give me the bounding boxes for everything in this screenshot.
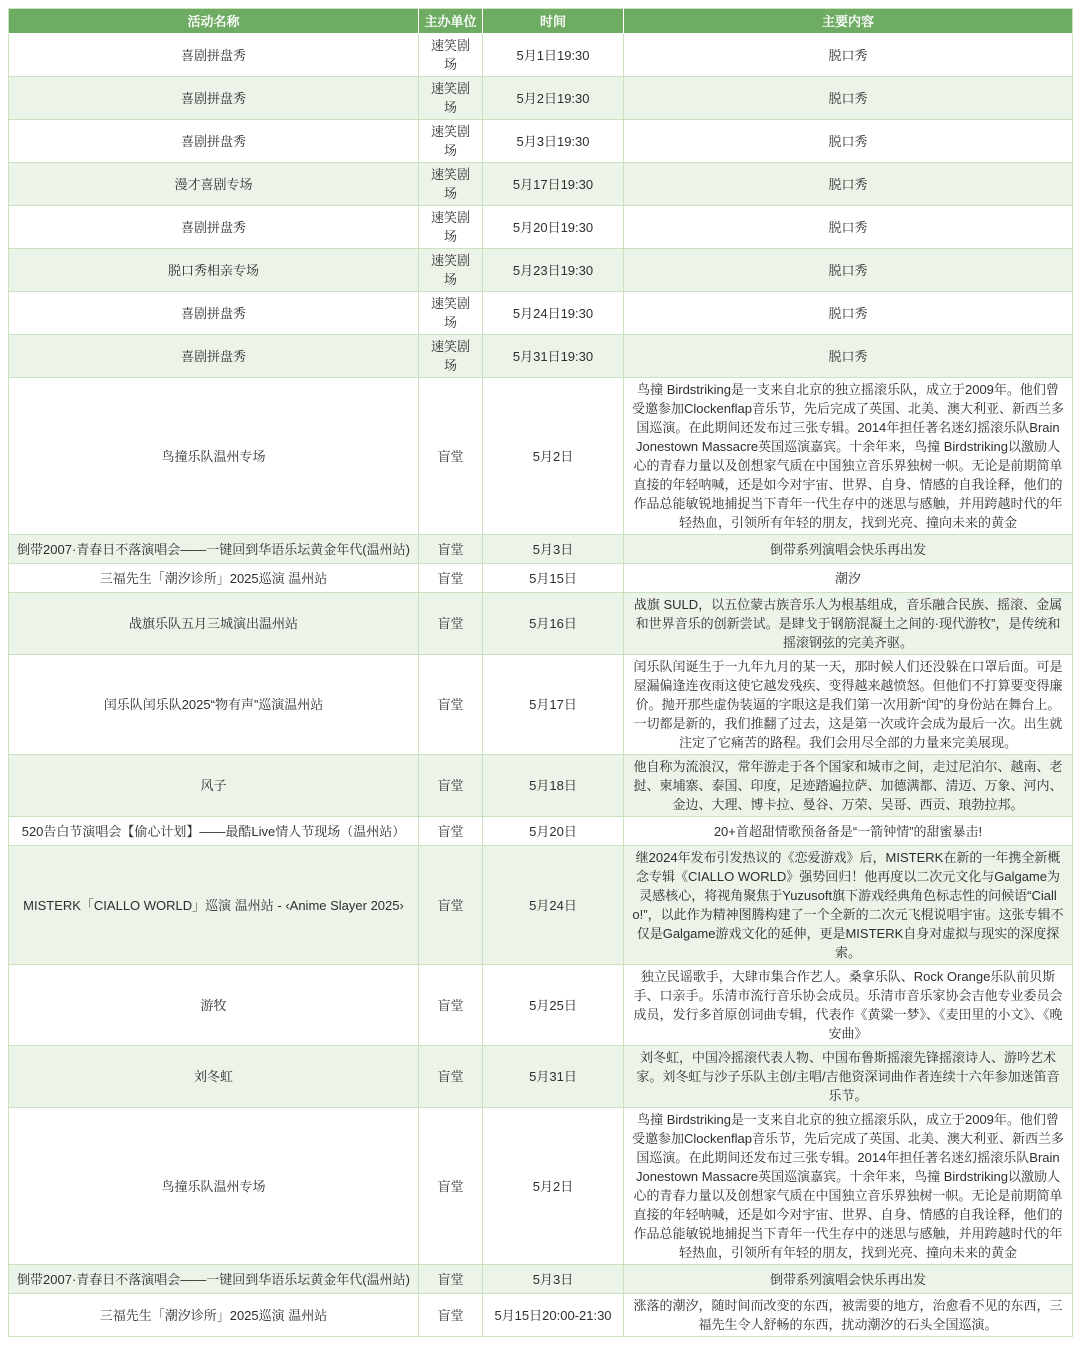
cell-content: 脱口秀 xyxy=(624,206,1073,249)
table-row xyxy=(9,292,1073,335)
table-row xyxy=(9,535,1073,564)
cell-time: 5月24日 xyxy=(483,846,624,965)
cell-activity-name: 风子 xyxy=(9,755,419,817)
table-row xyxy=(9,34,1073,77)
cell-content: 脱口秀 xyxy=(624,335,1073,378)
events-table xyxy=(8,8,1073,1337)
table-row xyxy=(9,77,1073,120)
cell-organizer: 盲堂 xyxy=(419,655,483,755)
cell-content: 继2024年发布引发热议的《恋爱游戏》后，MISTERK在新的一年携全新概念专辑《CIALLO WORLD》强势回归！他再度以二次元文化与Galgame为灵感核心，将视角聚焦于Yuzusoft旗下游戏经典角色标志性的问候语“Ciallo!”，以此作为精神图腾构建了一个全新的二次元飞棍说唱宇宙。这张专辑不仅是Galgame游戏文化的延伸，更是MISTERK自身对虚拟与现实的深度探索。 xyxy=(624,846,1073,965)
cell-activity-name: 喜剧拼盘秀 xyxy=(9,292,419,335)
cell-content: 独立民谣歌手，大肆市集合作艺人。桑拿乐队、Rock Orange乐队前贝斯手、口亲手。乐清市流行音乐协会成员。乐清市音乐家协会吉他专业委员会成员，发行多首原创词曲专辑，代表作《黄粱一梦》、《麦田里的小文》、《晚安曲》 xyxy=(624,965,1073,1046)
table-row xyxy=(9,1294,1073,1337)
cell-time: 5月31日19:30 xyxy=(483,335,624,378)
table-row xyxy=(9,163,1073,206)
cell-organizer: 速笑剧场 xyxy=(419,292,483,335)
table-row xyxy=(9,817,1073,846)
cell-time: 5月17日19:30 xyxy=(483,163,624,206)
cell-content: 脱口秀 xyxy=(624,34,1073,77)
cell-organizer: 速笑剧场 xyxy=(419,206,483,249)
cell-time: 5月25日 xyxy=(483,965,624,1046)
cell-content: 闰乐队闰诞生于一九年九月的某一天，那时候人们还没躲在口罩后面。可是屋漏偏逢连夜雨这使它越发残疾、变得越来越愤怒。但他们不打算要变得廉价。抛开那些虚伪装逼的字眼这是我们第一次用新“闰”的身份站在舞台上。一切都是新的，我们推翻了过去，这是第一次或许会成为最后一次。出生就注定了它痛苦的路程。我们会用尽全部的力量来完美展现。 xyxy=(624,655,1073,755)
cell-organizer: 盲堂 xyxy=(419,378,483,535)
cell-time: 5月24日19:30 xyxy=(483,292,624,335)
cell-organizer: 盲堂 xyxy=(419,593,483,655)
table-row xyxy=(9,593,1073,655)
cell-organizer: 盲堂 xyxy=(419,817,483,846)
table-header xyxy=(9,9,1073,34)
table-row xyxy=(9,655,1073,755)
table-row xyxy=(9,1265,1073,1294)
cell-organizer: 速笑剧场 xyxy=(419,120,483,163)
cell-time: 5月31日 xyxy=(483,1046,624,1108)
cell-time: 5月2日 xyxy=(483,1108,624,1265)
table-row xyxy=(9,965,1073,1046)
cell-activity-name: 520告白节演唱会【偷心计划】——最酷Live情人节现场（温州站） xyxy=(9,817,419,846)
table-row xyxy=(9,564,1073,593)
cell-activity-name: 脱口秀相亲专场 xyxy=(9,249,419,292)
cell-time: 5月3日19:30 xyxy=(483,120,624,163)
cell-time: 5月15日20:00-21:30 xyxy=(483,1294,624,1337)
cell-activity-name: 鸟撞乐队温州专场 xyxy=(9,1108,419,1265)
cell-activity-name: 喜剧拼盘秀 xyxy=(9,206,419,249)
cell-activity-name: 三福先生「潮汐诊所」2025巡演 温州站 xyxy=(9,1294,419,1337)
cell-content: 鸟撞 Birdstriking是一支来自北京的独立摇滚乐队，成立于2009年。他们曾受邀参加Clockenflap音乐节，先后完成了英国、北美、澳大利亚、新西兰多国巡演。在此期间还发布过三张专辑。2014年担任著名迷幻摇滚乐队Brain Jonestown Massacre英国巡演嘉宾。十余年来，鸟撞 Birdstriking以激励人心的青春力量以及创想家气质在中国独立音乐界独树一帜。无论是前期简单直接的年轻呐喊，还是如今对宇宙、世界、自身、情感的自我诠释，他们的作品总能敏锐地捕捉当下青年一代生存中的迷思与感触，并用跨越时代的年轻热血，引领所有年轻的朋友，找到光亮、撞向未来的黄金 xyxy=(624,378,1073,535)
cell-organizer: 盲堂 xyxy=(419,1046,483,1108)
cell-time: 5月15日 xyxy=(483,564,624,593)
cell-activity-name: 喜剧拼盘秀 xyxy=(9,77,419,120)
cell-activity-name: 鸟撞乐队温州专场 xyxy=(9,378,419,535)
header-organizer: 主办单位 xyxy=(419,9,483,34)
cell-activity-name: 游牧 xyxy=(9,965,419,1046)
cell-content: 刘冬虹，中国冷摇滚代表人物、中国布鲁斯摇滚先锋摇滚诗人、游吟艺术家。刘冬虹与沙子乐队主创/主唱/吉他资深词曲作者连续十六年参加迷笛音乐节。 xyxy=(624,1046,1073,1108)
table-row xyxy=(9,1046,1073,1108)
table-row xyxy=(9,335,1073,378)
cell-activity-name: 三福先生「潮汐诊所」2025巡演 温州站 xyxy=(9,564,419,593)
cell-organizer: 盲堂 xyxy=(419,1294,483,1337)
cell-time: 5月3日 xyxy=(483,1265,624,1294)
cell-content: 脱口秀 xyxy=(624,120,1073,163)
cell-content: 脱口秀 xyxy=(624,249,1073,292)
cell-activity-name: 喜剧拼盘秀 xyxy=(9,120,419,163)
cell-content: 鸟撞 Birdstriking是一支来自北京的独立摇滚乐队，成立于2009年。他们曾受邀参加Clockenflap音乐节，先后完成了英国、北美、澳大利亚、新西兰多国巡演。在此期间还发布过三张专辑。2014年担任著名迷幻摇滚乐队Brain Jonestown Massacre英国巡演嘉宾。十余年来，鸟撞 Birdstriking以激励人心的青春力量以及创想家气质在中国独立音乐界独树一帜。无论是前期简单直接的年轻呐喊，还是如今对宇宙、世界、自身、情感的自我诠释，他们的作品总能敏锐地捕捉当下青年一代生存中的迷思与感触，并用跨越时代的年轻热血，引领所有年轻的朋友，找到光亮、撞向未来的黄金 xyxy=(624,1108,1073,1265)
cell-content: 战旗 SULD，以五位蒙古族音乐人为根基组成，音乐融合民族、摇滚、金属和世界音乐的创新尝试。是肆戈于钢筋混凝土之间的·现代游牧”，是传统和摇滚钢弦的完美齐驱。 xyxy=(624,593,1073,655)
cell-time: 5月18日 xyxy=(483,755,624,817)
cell-activity-name: 闰乐队闰乐队2025“物有声”巡演温州站 xyxy=(9,655,419,755)
cell-activity-name: 倒带2007·青春日不落演唱会——一键回到华语乐坛黄金年代(温州站) xyxy=(9,535,419,564)
cell-time: 5月20日19:30 xyxy=(483,206,624,249)
cell-organizer: 速笑剧场 xyxy=(419,249,483,292)
cell-organizer: 速笑剧场 xyxy=(419,34,483,77)
cell-content: 涨落的潮汐，随时间而改变的东西，被需要的地方，治愈看不见的东西，三福先生令人舒畅的东西，扰动潮汐的石头全国巡演。 xyxy=(624,1294,1073,1337)
cell-time: 5月2日19:30 xyxy=(483,77,624,120)
cell-content: 倒带系列演唱会快乐再出发 xyxy=(624,1265,1073,1294)
cell-time: 5月17日 xyxy=(483,655,624,755)
cell-organizer: 盲堂 xyxy=(419,1265,483,1294)
table-row xyxy=(9,249,1073,292)
cell-time: 5月3日 xyxy=(483,535,624,564)
table-body xyxy=(9,34,1073,1337)
cell-content: 潮汐 xyxy=(624,564,1073,593)
cell-activity-name: 漫才喜剧专场 xyxy=(9,163,419,206)
header-time: 时间 xyxy=(483,9,624,34)
cell-organizer: 盲堂 xyxy=(419,755,483,817)
cell-content: 脱口秀 xyxy=(624,292,1073,335)
cell-time: 5月16日 xyxy=(483,593,624,655)
cell-organizer: 盲堂 xyxy=(419,965,483,1046)
cell-organizer: 盲堂 xyxy=(419,564,483,593)
cell-time: 5月2日 xyxy=(483,378,624,535)
cell-activity-name: 喜剧拼盘秀 xyxy=(9,34,419,77)
table-row xyxy=(9,206,1073,249)
cell-activity-name: 战旗乐队五月三城演出温州站 xyxy=(9,593,419,655)
cell-organizer: 盲堂 xyxy=(419,846,483,965)
cell-content: 20+首超甜情歌预备备是“一箭钟情”的甜蜜暴击! xyxy=(624,817,1073,846)
table-row xyxy=(9,120,1073,163)
cell-organizer: 盲堂 xyxy=(419,535,483,564)
cell-content: 脱口秀 xyxy=(624,77,1073,120)
cell-content: 脱口秀 xyxy=(624,163,1073,206)
table-row xyxy=(9,755,1073,817)
table-row xyxy=(9,378,1073,535)
table-row xyxy=(9,846,1073,965)
table-row xyxy=(9,1108,1073,1265)
cell-content: 倒带系列演唱会快乐再出发 xyxy=(624,535,1073,564)
cell-activity-name: 刘冬虹 xyxy=(9,1046,419,1108)
cell-time: 5月1日19:30 xyxy=(483,34,624,77)
cell-time: 5月20日 xyxy=(483,817,624,846)
header-row xyxy=(9,9,1073,34)
cell-organizer: 速笑剧场 xyxy=(419,77,483,120)
cell-activity-name: 喜剧拼盘秀 xyxy=(9,335,419,378)
cell-organizer: 盲堂 xyxy=(419,1108,483,1265)
header-activity-name: 活动名称 xyxy=(9,9,419,34)
cell-activity-name: 倒带2007·青春日不落演唱会——一键回到华语乐坛黄金年代(温州站) xyxy=(9,1265,419,1294)
cell-organizer: 速笑剧场 xyxy=(419,335,483,378)
cell-content: 他自称为流浪汉，常年游走于各个国家和城市之间，走过尼泊尔、越南、老挝、柬埔寨、泰国、印度，足迹踏遍拉萨、加德满都、清迈、万象、河内、金边、大理、博卡拉、曼谷、万荣、吴哥、西贡、琅勃拉邦。 xyxy=(624,755,1073,817)
header-content: 主要内容 xyxy=(624,9,1073,34)
cell-time: 5月23日19:30 xyxy=(483,249,624,292)
cell-activity-name: MISTERK「CIALLO WORLD」巡演 温州站 - ‹Anime Slayer 2025› xyxy=(9,846,419,965)
cell-organizer: 速笑剧场 xyxy=(419,163,483,206)
